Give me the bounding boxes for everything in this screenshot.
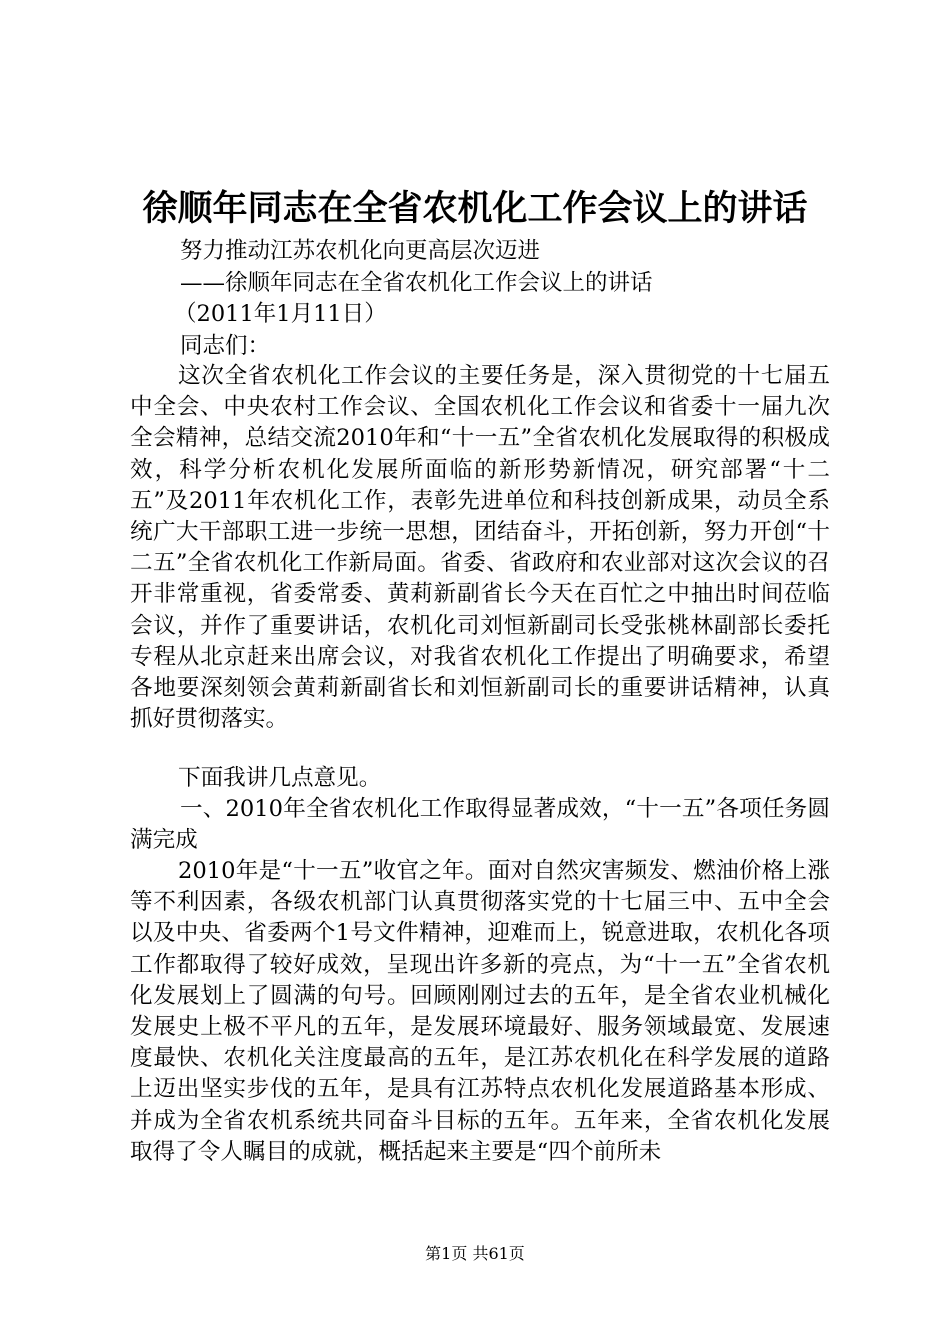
subtitle-line-1: 努力推动江苏农机化向更高层次迈进 (180, 238, 541, 264)
speech-date: （2011年1月11日） (174, 301, 387, 327)
salutation: 同志们： (180, 333, 271, 359)
subtitle-line-2: ——徐顺年同志在全省农机化工作会议上的讲话 (180, 270, 653, 296)
section-heading-1: 一、2010年全省农机化工作取得显著成效，“十一五”各项任务圆满完成 (130, 796, 830, 854)
document-title: 徐顺年同志在全省农机化工作会议上的讲话 (142, 188, 808, 229)
paragraph-section-1: 2010年是“十一五”收官之年。面对自然灾害频发、燃油价格上涨等不利因素，各级农机部门认真贯彻落实党的十七届三中、五中全会以及中央、省委两个1号文件精神，迎难而上，锐意进取，农机化各项工作都取得了较好成效，呈现出许多新的亮点，为“十一五”全省农机化发展划上了圆满的句号。回顾刚刚过去的五年，是全省农业机械化发展史上极不平凡的五年，是发展环境最好、服务领域最宽、发展速度最快、农机化关注度最高的五年，是江苏农机化在科学发展的道路上迈出坚实步伐的五年，是具有江苏特点农机化发展道路基本形成、并成为全省农机系统共同奋斗目标的五年。五年来，全省农机化发展取得了令人瞩目的成就，概括起来主要是“四个前所未 (130, 858, 830, 1165)
page-number: 第1页 共61页 (425, 1244, 525, 1263)
paragraph-transition: 下面我讲几点意见。 (178, 765, 382, 791)
paragraph-intro: 这次全省农机化工作会议的主要任务是，深入贯彻党的十七届五中全会、中央农村工作会议、全国农机化工作会议和省委十一届九次全会精神，总结交流2010年和“十一五”全省农机化发展取得的积极成效，科学分析农机化发展所面临的新形势新情况，研究部署“十二五”及2011年农机化工作，表彰先进单位和科技创新成果，动员全系统广大干部职工进一步统一思想，团结奋斗，开拓创新，努力开创“十二五”全省农机化工作新局面。省委、省政府和农业部对这次会议的召开非常重视，省委常委、黄莉新副省长今天在百忙之中抽出时间莅临会议，并作了重要讲话，农机化司刘恒新副司长受张桃林副部长委托专程从北京赶来出席会议，对我省农机化工作提出了明确要求，希望各地要深刻领会黄莉新副省长和刘恒新副司长的重要讲话精神，认真抓好贯彻落实。 (130, 363, 830, 733)
